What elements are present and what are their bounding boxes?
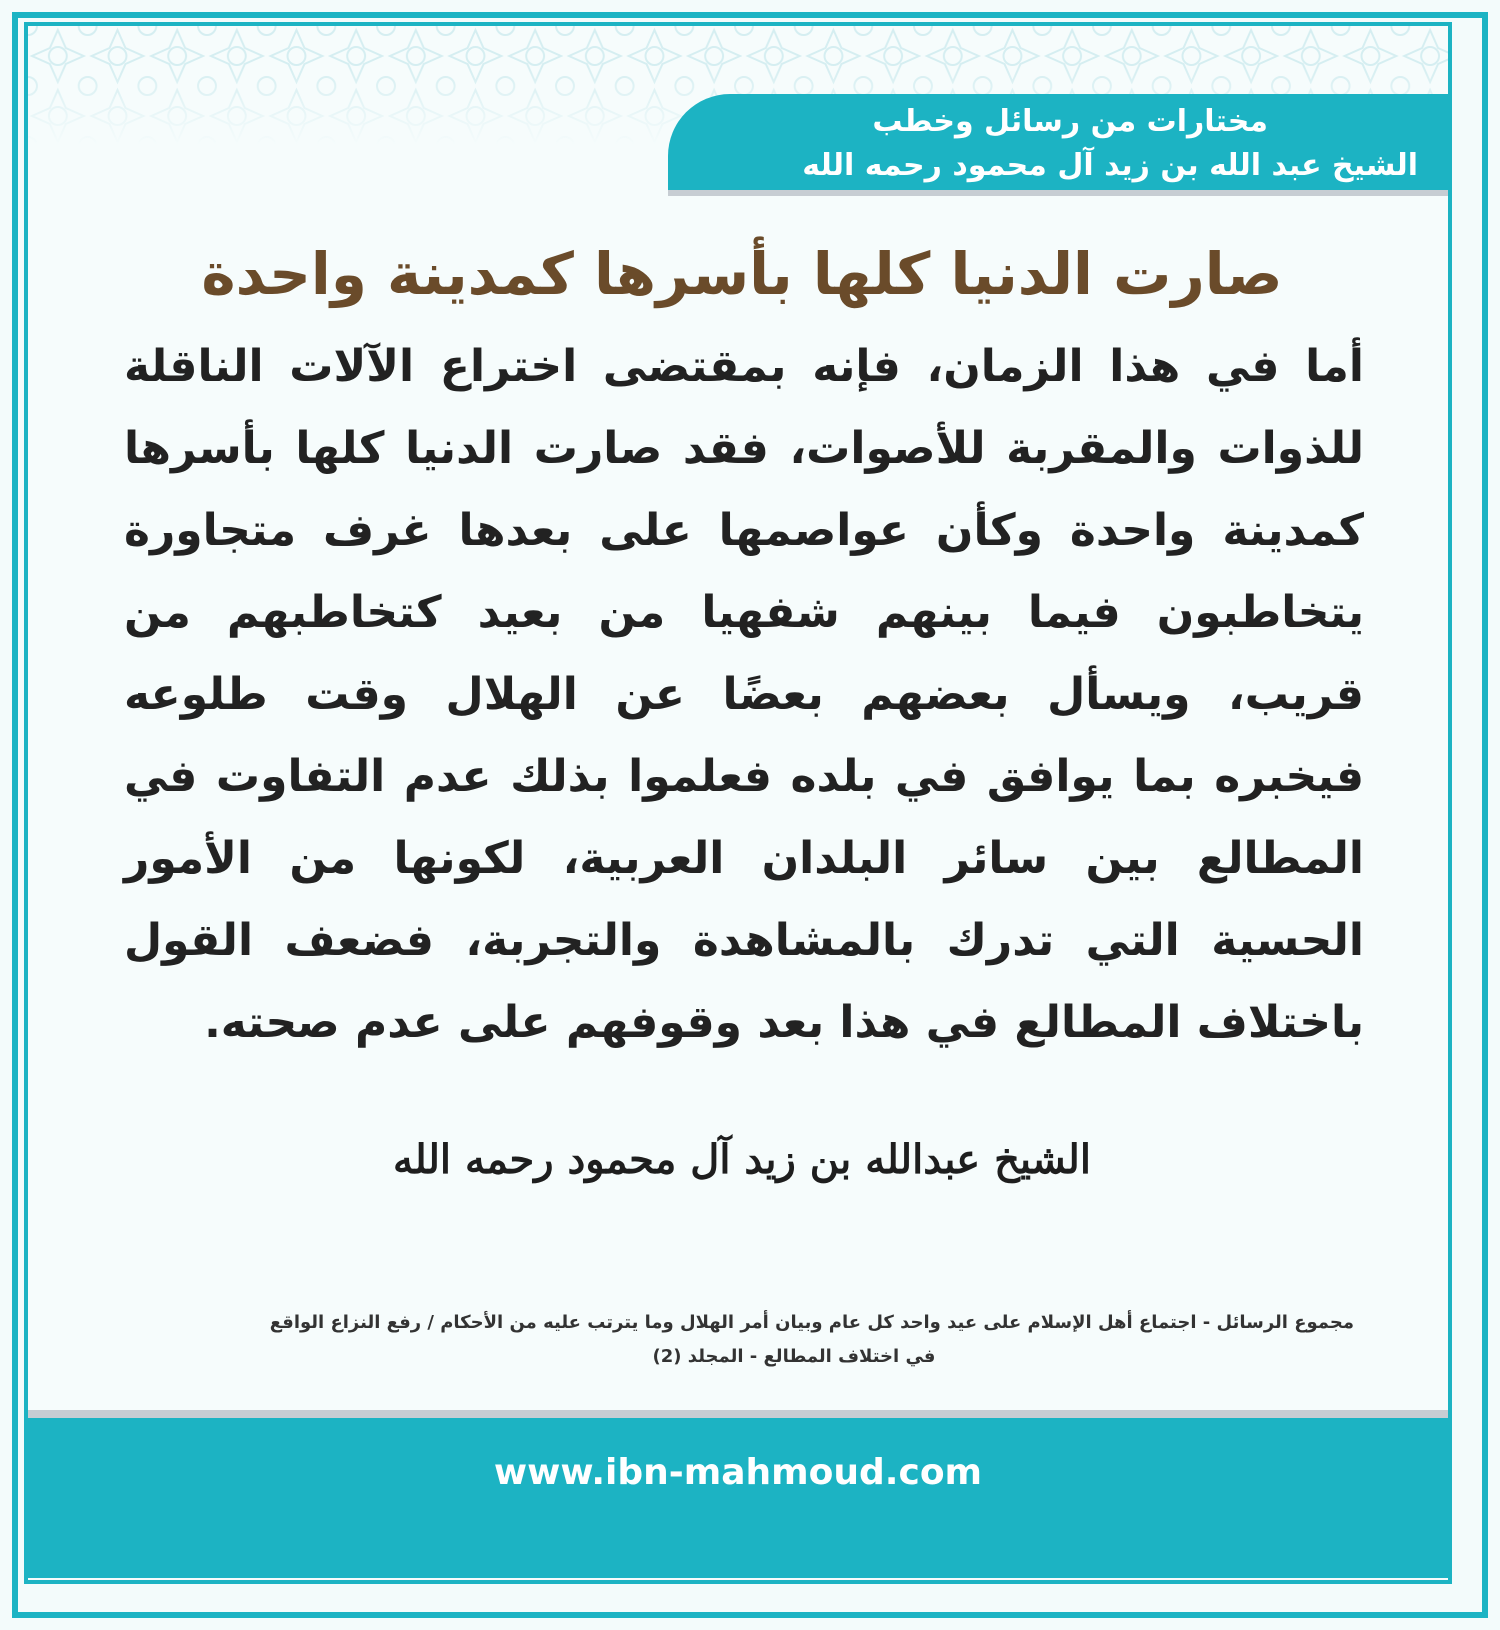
page-title: صارت الدنيا كلها بأسرها كمدينة واحدة bbox=[201, 240, 1283, 308]
header-author-name: الشيخ عبد الله بن زيد آل محمود رحمه الله bbox=[802, 148, 1418, 183]
quote-body: أما في هذا الزمان، فإنه بمقتضى اختراع الآلات الناقلة للذوات والمقربة للأصوات، فقد صارت الدنيا كلها بأسرها كمدينة واحدة وكأن عواصمها على بعدها غرف متجاورة يتخاطبون فيما بينهم شفهيا من بعيد كتخاطبهم من قريب، ويسأل بعضهم بعضًا عن الهلال وقت طلوعه فيخبره بما يوافق في بلده فعلموا بذلك عدم التفاوت في المطالع بين سائر البلدان العربية، لكونها من الأمور الحسية التي تدرك بالمشاهدة والتجربة، فضعف القول باختلاف المطالع في هذا بعد وقوفهم على عدم صحته. bbox=[124, 341, 1364, 1048]
inner-frame bbox=[24, 22, 1452, 1584]
author-signature: الشيخ عبدالله بن زيد آل محمود رحمه الله bbox=[393, 1136, 1091, 1183]
footer-divider bbox=[28, 1410, 1448, 1418]
footer-bar bbox=[28, 1418, 1448, 1578]
header-banner bbox=[668, 94, 1448, 196]
source-reference bbox=[114, 1306, 1354, 1374]
reference-line-2: في اختلاف المطالع - المجلد (2) bbox=[652, 1346, 936, 1367]
reference-line-1: مجموع الرسائل - اجتماع أهل الإسلام على عيد واحد كل عام وبيان أمر الهلال وما يترتب عليه من الأحكام / رفع النزاع الواقع bbox=[269, 1312, 1354, 1333]
header-collection-title: مختارات من رسائل وخطب bbox=[872, 104, 1268, 139]
website-link[interactable]: www.ibn-mahmoud.com bbox=[493, 1452, 983, 1493]
